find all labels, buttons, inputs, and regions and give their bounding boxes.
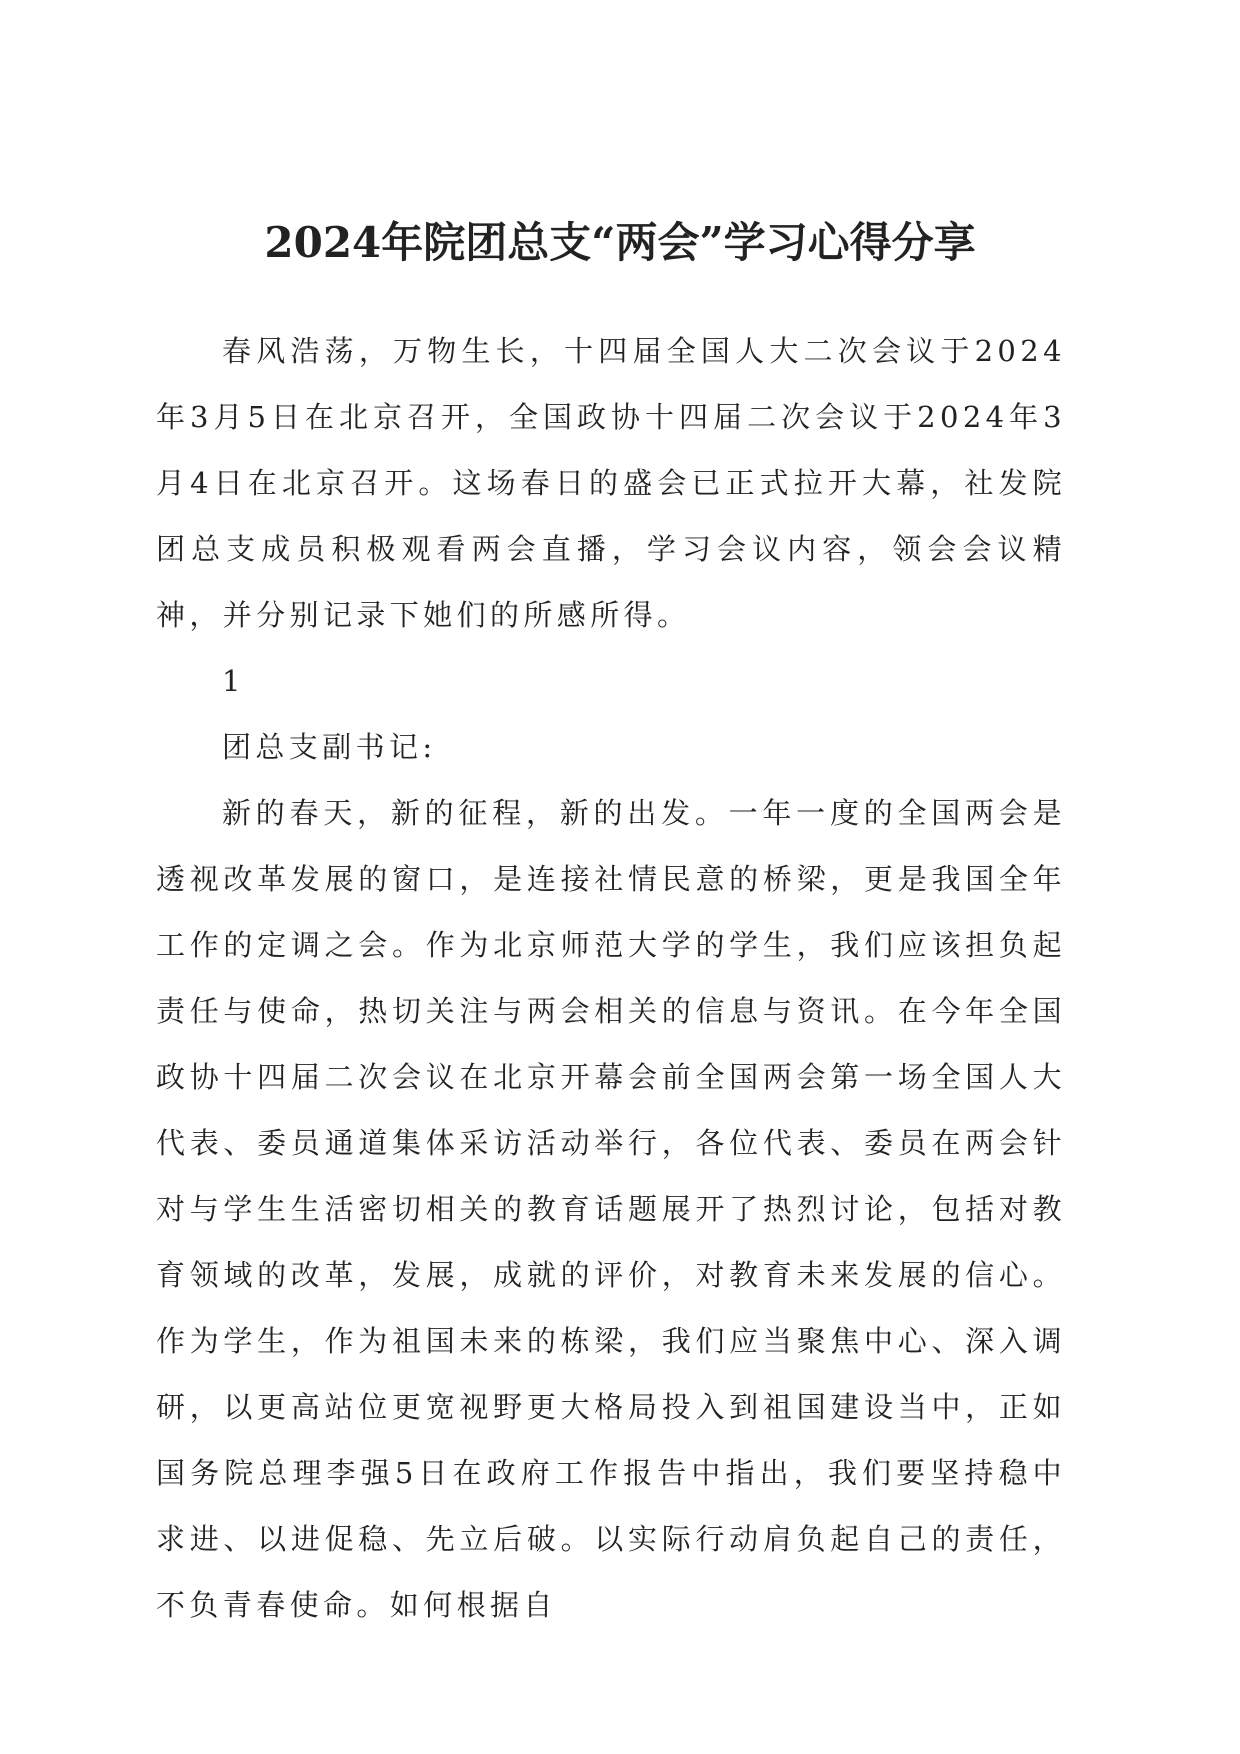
document-body [156, 318, 1066, 1638]
speaker-paragraph: 新的春天，新的征程，新的出发。一年一度的全国两会是透视改革发展的窗口，是连接社情民意的桥梁，更是我国全年工作的定调之会。作为北京师范大学的学生，我们应该担负起责任与使命，热切关注与两会相关的信息与资讯。在今年全国政协十四届二次会议在北京开幕会前全国两会第一场全国人大代表、委员通道集体采访活动举行，各位代表、委员在两会针对与学生生活密切相关的教育话题展开了热烈讨论，包括对教育领域的改革，发展，成就的评价，对教育未来发展的信心。作为学生，作为祖国未来的栋梁，我们应当聚焦中心、深入调研，以更高站位更宽视野更大格局投入到祖国建设当中，正如国务院总理李强5日在政府工作报告中指出，我们要坚持稳中求进、以进促稳、先立后破。以实际行动肩负起自己的责任，不负青春使命。如何根据自 [156, 796, 1066, 1622]
document-title: 2024年院团总支“两会”学习心得分享 [264, 218, 976, 267]
section-number: 1 [222, 664, 245, 698]
intro-paragraph: 春风浩荡，万物生长，十四届全国人大二次会议于2024年3月5日在北京召开，全国政协十四届二次会议于2024年3月4日在北京召开。这场春日的盛会已正式拉开大幕，社发院团总支成员积极观看两会直播，学习会议内容，领会会议精神，并分别记录下她们的所感所得。 [156, 334, 1066, 632]
speaker-heading: 团总支副书记: [222, 730, 437, 764]
